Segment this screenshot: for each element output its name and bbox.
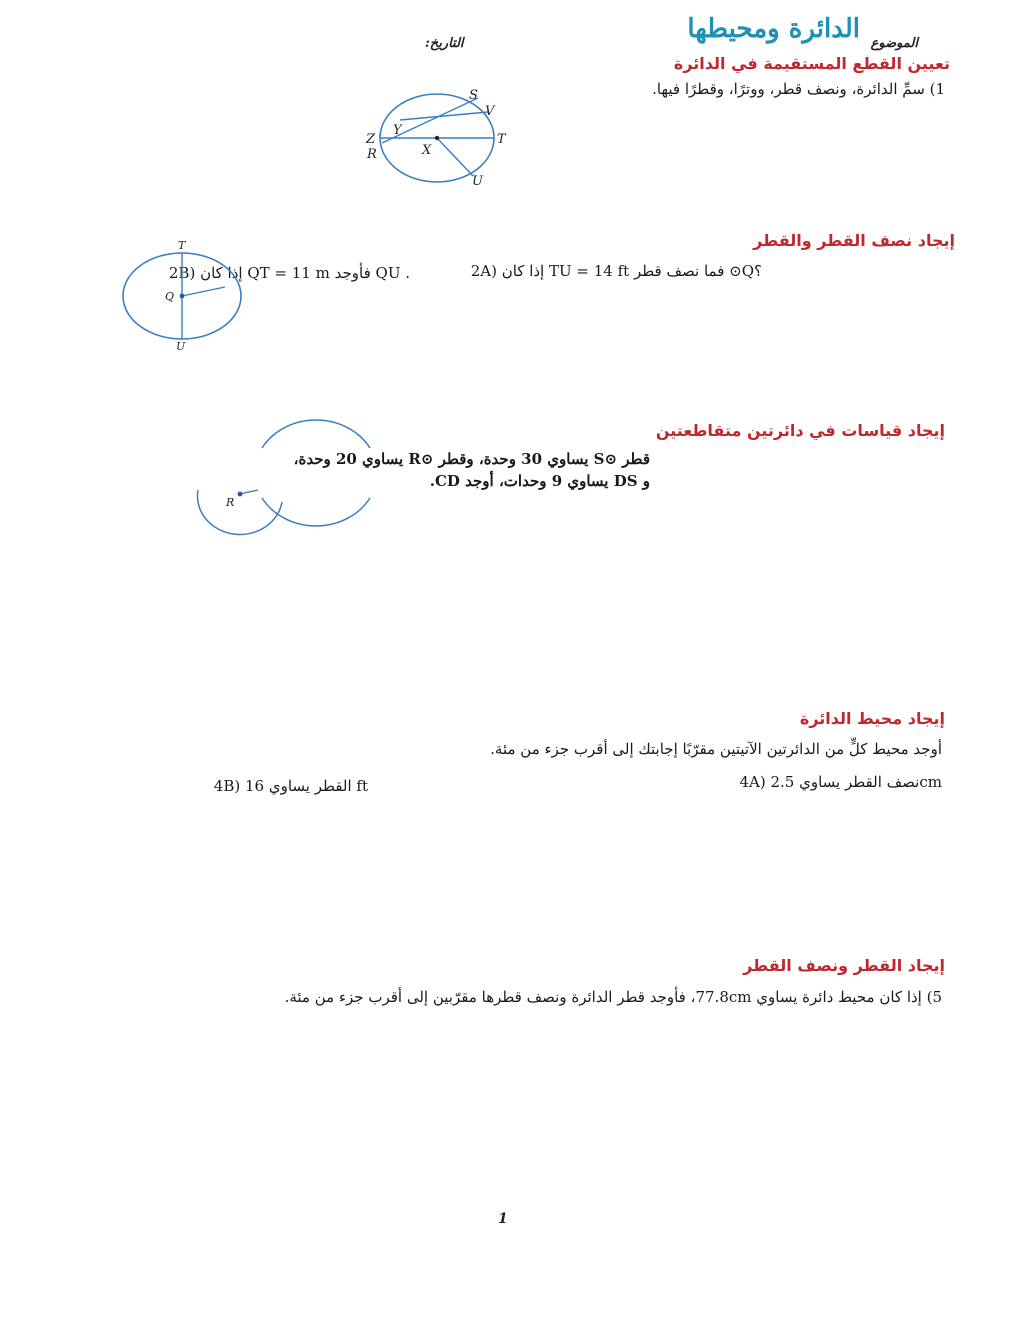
section-heading-5: إيجاد القطر ونصف القطر — [743, 956, 945, 975]
question-4-intro: أوجد محيط كلٍّ من الدائرتين الآتيتين مقرّبًا إجابتك إلى أقرب جزء من مئة. — [490, 740, 942, 758]
circle-r-arc — [197, 490, 282, 534]
center-point-q — [180, 294, 185, 299]
label-t: T — [178, 240, 186, 252]
label-r: R — [367, 147, 377, 162]
section-heading-3: إيجاد قياسات في دائرتين متقاطعتين — [655, 421, 945, 440]
question-2a: 2A) إذا كان TU = 14 ft فما نصف قطر ⊙Q؟ — [470, 262, 762, 280]
section-heading-2: إيجاد نصف القطر والقطر — [753, 231, 955, 250]
question-3-line-2: و DS يساوي 9 وحدات، أوجد CD. — [429, 472, 650, 490]
label-t: T — [497, 132, 506, 147]
question-2b: 2B) إذا كان QT = 11 m فأوجد QU . — [168, 264, 410, 282]
center-point-x — [435, 136, 439, 140]
radius-q — [182, 287, 225, 296]
question-1: 1) سمِّ الدائرة، ونصف قطر، ووترًا، وقطرًا فيها. — [652, 80, 945, 98]
figure-1-circle — [360, 85, 520, 195]
label-v: V — [485, 104, 495, 119]
figure-2-circle — [115, 240, 255, 355]
label-s: S — [469, 88, 478, 103]
label-z: Z — [366, 132, 376, 147]
page-number: 1 — [498, 1211, 508, 1227]
section-heading-4: إيجاد محيط الدائرة — [799, 709, 945, 728]
figure-3-circles — [190, 418, 390, 538]
date-label: التاريخ: — [425, 36, 464, 51]
topic-label: الموضوع — [870, 36, 918, 51]
question-5: 5) إذا كان محيط دائرة يساوي 77.8cm، فأوجد قطر الدائرة ونصف قطرها مقرّبين إلى أقرب جزء من مئة. — [284, 988, 942, 1006]
label-u: U — [472, 174, 483, 189]
question-4b: 4B) القطر يساوي 16 ft — [213, 777, 368, 795]
question-4a: 4A) نصف القطر يساوي 2.5cm — [739, 773, 942, 791]
circle-s-upper-arc — [262, 420, 370, 448]
radius-r — [240, 490, 258, 494]
label-y: Y — [393, 123, 402, 138]
label-x: X — [422, 143, 432, 158]
label-u: U — [176, 340, 186, 353]
radius-xu — [437, 138, 473, 176]
section-heading-1: تعيين القطع المستقيمة في الدائرة — [673, 54, 950, 73]
page-title: الدائرة ومحيطها — [687, 14, 860, 44]
label-q: Q — [165, 290, 175, 303]
center-point-r — [238, 492, 243, 497]
label-r: R — [226, 496, 235, 509]
question-3-line-1: قطر ⊙S يساوي 30 وحدة، وقطر ⊙R يساوي 20 وحدة، — [293, 450, 650, 468]
